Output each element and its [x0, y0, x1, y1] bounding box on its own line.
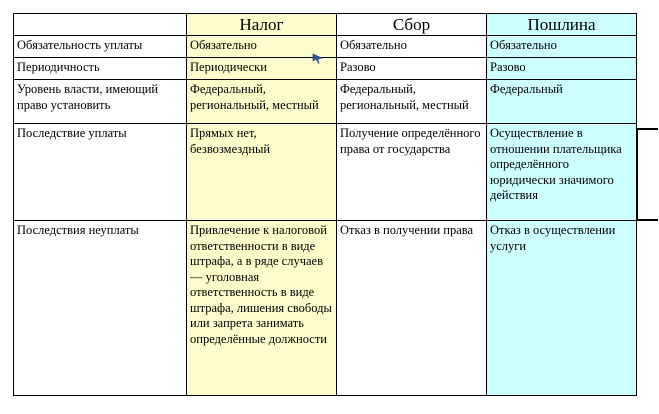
cell-nalog: Обязательно: [187, 36, 337, 58]
mouse-cursor-icon: [312, 53, 324, 65]
cell-sbor: Получение определённого права от государства: [337, 124, 487, 221]
table-row: [14, 124, 637, 221]
cell-nalog: Федеральный, региональный, местный: [187, 80, 337, 124]
row-label: Последствие уплаты: [14, 124, 187, 221]
cell-sbor: Федеральный, региональный, местный: [337, 80, 487, 124]
row-label: Обязательность уплаты: [14, 36, 187, 58]
table-row: [14, 221, 637, 396]
comparison-table: [13, 13, 637, 396]
cell-poshlina: Разово: [487, 58, 637, 80]
header-row: [14, 14, 637, 36]
table-row: [14, 36, 637, 58]
cell-poshlina: Осуществление в отношении плательщика определённого юридически значимого действия: [487, 124, 637, 221]
cell-sbor: Разово: [337, 58, 487, 80]
cell-poshlina: Отказ в осуществлении услуги: [487, 221, 637, 396]
cell-nalog: Прямых нет, безвозмездный: [187, 124, 337, 221]
table-row: [14, 80, 637, 124]
row-label: Последствия неуплаты: [14, 221, 187, 396]
cell-poshlina: Федеральный: [487, 80, 637, 124]
row-label: Периодичность: [14, 58, 187, 80]
cell-nalog: Периодически: [187, 58, 337, 80]
cell-poshlina: Обязательно: [487, 36, 637, 58]
cell-sbor: Отказ в получении права: [337, 221, 487, 396]
header-cell-sbor: Сбор: [337, 14, 487, 36]
header-cell-empty: [14, 14, 187, 36]
table-row: [14, 58, 637, 80]
selection-bracket: [636, 128, 658, 221]
cell-nalog: Привлечение к налоговой ответственности в виде штрафа, а в ряде случаев — уголовная ответственность в виде штрафа, лишения свободы или запрета занимать определённые должности: [187, 221, 337, 396]
header-cell-nalog: Налог: [187, 14, 337, 36]
cell-sbor: Обязательно: [337, 36, 487, 58]
row-label: Уровень власти, имеющий право установить: [14, 80, 187, 124]
header-cell-poshlina: Пошлина: [487, 14, 637, 36]
